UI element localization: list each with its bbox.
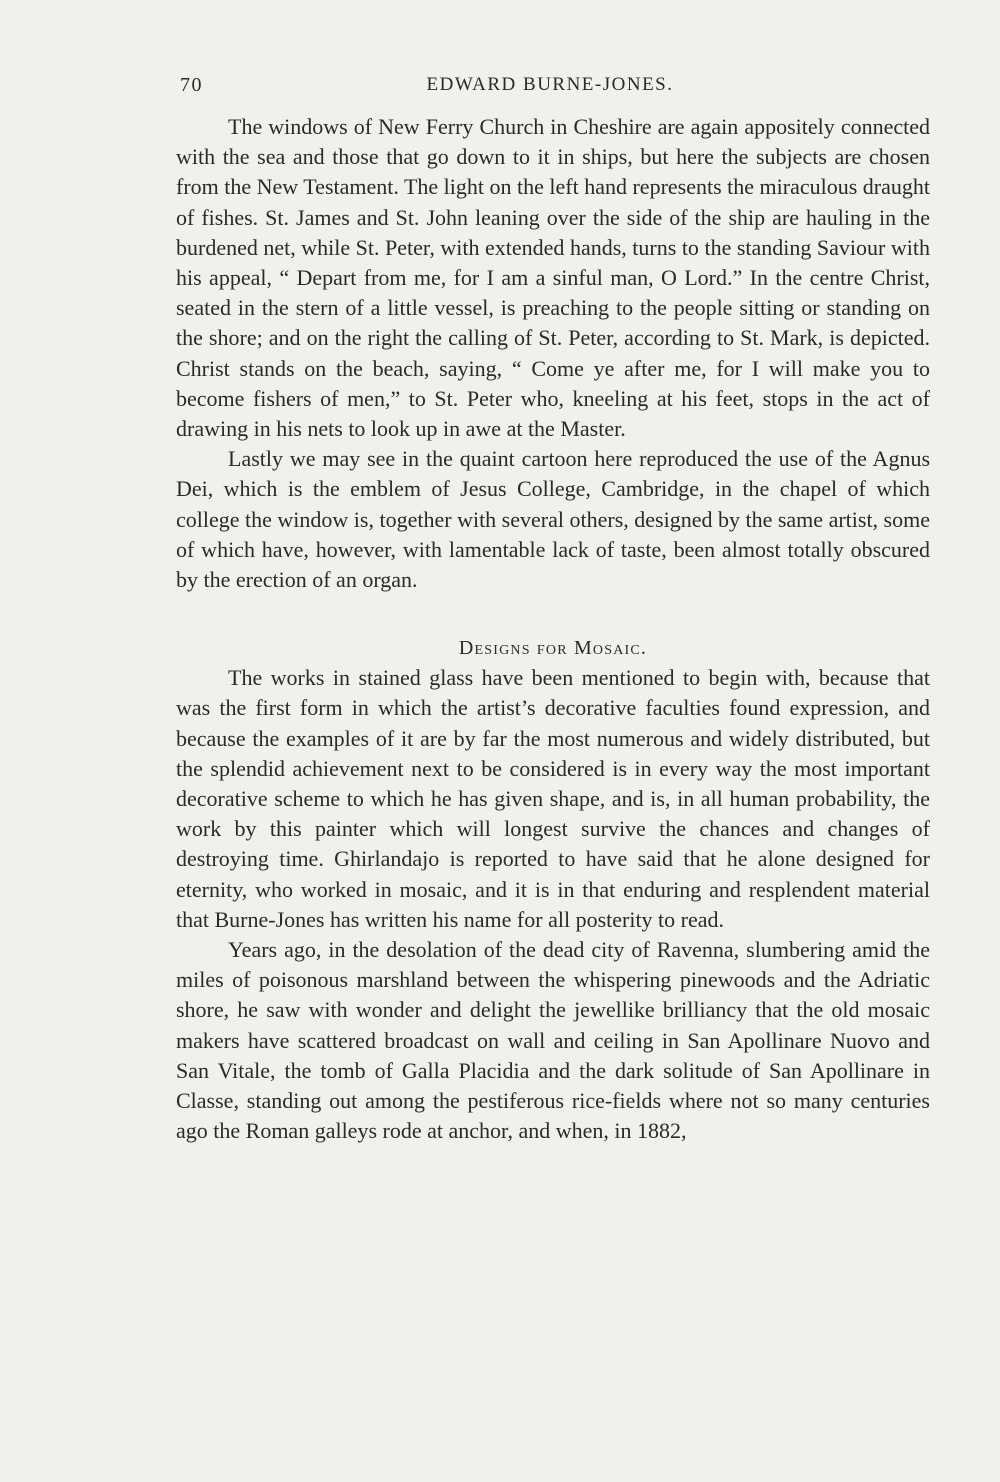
body-text xyxy=(176,112,930,1147)
paragraph-ravenna: Years ago, in the desolation of the dead city of Ravenna, slumbering amid the miles of poisonous marshland between the whispering pinewoods and the Adriatic shore, he saw with wonder and delight the jewellike brilliancy that the old mosaic makers have scattered broadcast on wall and ceiling in San Apollinare Nuovo and San Vitale, the tomb of Galla Placidia and the dark solitude of San Apollinare in Classe, standing out among the pestiferous rice-fields where not so many centuries ago the Roman galleys rode at anchor, and when, in 1882, xyxy=(176,937,930,1144)
paragraph-new-ferry-church: The windows of New Ferry Church in Cheshire are again appositely connected with the sea and those that go down to it in ships, but here the subjects are chosen from the New Testament. The light on the left hand represents the miraculous draught of fishes. St. James and St. John leaning over the side of the ship are hauling in the burdened net, while St. Peter, with extended hands, turns to the standing Saviour with his appeal, “ Depart from me, for I am a sinful man, O Lord.” In the centre Christ, seated in the stern of a little vessel, is preaching to the people sitting or standing on the shore; and on the right the calling of St. Peter, according to St. Mark, is depicted. Christ stands on the beach, saying, “ Come ye after me, for I will make you to become fishers of men,” to St. Peter who, kneeling at his feet, stops in the act of drawing in his nets to look up in awe at the Master. xyxy=(176,114,930,442)
page-number: 70 xyxy=(180,74,203,96)
page-header xyxy=(180,74,920,104)
paragraph-agnus-dei: Lastly we may see in the quaint cartoon here reproduced the use of the Agnus Dei, which is the emblem of Jesus College, Cambridge, in the chapel of which college the window is, together with several others, designed by the same artist, some of which have, however, with lamentable lack of taste, been almost totally obscured by the erection of an organ. xyxy=(176,446,930,593)
running-title: EDWARD BURNE-JONES. xyxy=(426,74,674,95)
section-heading: Designs for Mosaic. xyxy=(458,637,648,660)
paragraph-mosaic-intro: The works in stained glass have been mentioned to begin with, because that was the first form in which the artist’s decorative faculties found expression, and because the examples of it are by far the most numerous and widely distributed, but the splendid achievement next to be considered is in every way the most important decorative scheme to which he has given shape, and is, in all human probability, the work by this painter which will longest survive the chances and changes of destroying time. Ghirlandajo is reported to have said that he alone designed for eternity, who worked in mosaic, and it is in that enduring and resplendent material that Burne-Jones has written his name for all posterity to read. xyxy=(176,665,930,932)
